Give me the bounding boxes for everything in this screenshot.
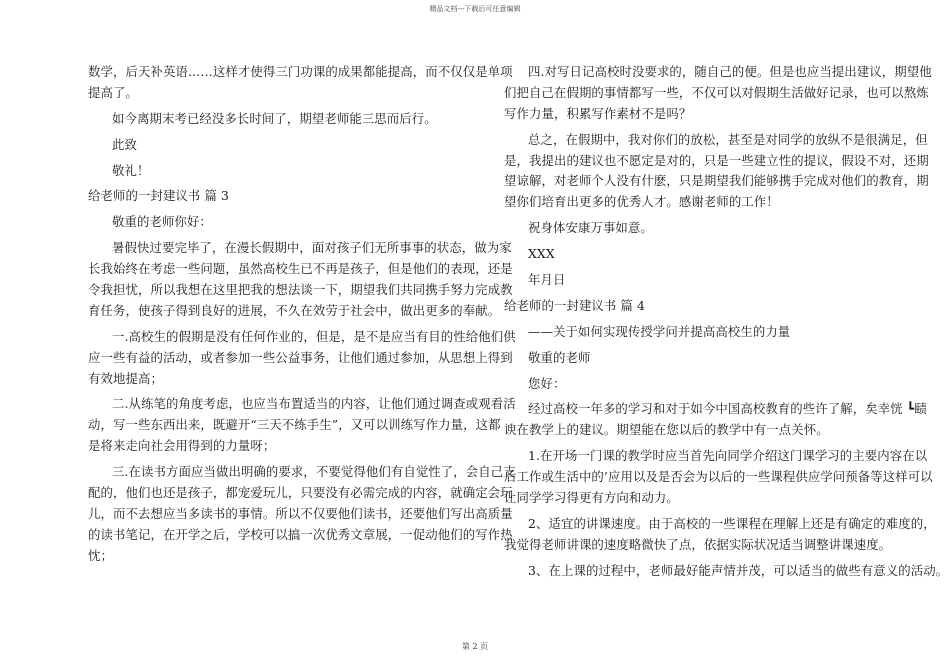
text-line: 应一些有益的活动，或者参加一些公益事务，让他们通过参加，从思想上得到 xyxy=(88,349,513,365)
text-line: 是将来走向社会用得到的力量呀； xyxy=(88,438,276,454)
text-line: 给老师的一封建议书 篇 4 xyxy=(504,297,645,313)
text-line: 3、在上课的过程中，老师最好能声情并茂，可以适当的做些有意义的活动。 xyxy=(528,562,949,578)
text-line: 提高了。 xyxy=(88,84,138,100)
text-line: 望你们培育出更多的优秀人才。感谢老师的工作！ xyxy=(504,194,779,210)
text-line: 暑假快过要完毕了，在漫长假期中，面对孩子们无所事事的状态，做为家 xyxy=(112,240,512,256)
text-line: 您好： xyxy=(528,375,566,391)
text-line: 的读书笔记，在开学之后，学校可以搞一次优秀文章展，一促动他们的写作热 xyxy=(88,526,513,542)
text-line: 敬重的老师你好： xyxy=(112,214,212,230)
text-line: 长我始终在考虑一些问题，虽然高校生已不再是孩子，但是他们的表现，还是 xyxy=(88,261,513,277)
text-line: XXX xyxy=(528,246,555,262)
text-line: 祝身体安康万事如意。 xyxy=(528,220,653,236)
text-line: 动，写一些东西出来，既避开“三天不练手生”，又可以训练写作力量，这都 xyxy=(88,417,501,433)
text-line: 望谅解，对老师个人没有什麽，只是期望我们能够携手完成对他们的教育，期 xyxy=(504,173,929,189)
text-line: 儿，而不去想应当多读书的事情。所以不仅要他们读书，还要他们写出高质量 xyxy=(88,505,513,521)
text-line: 四.对写日记高校时没要求的，随自己的便。但是也应当提出建议，期望他 xyxy=(528,64,932,79)
text-line: 年月日 xyxy=(528,272,566,288)
text-line: 2、适宜的讲课速度。由于高校的一些课程在理解上还是有确定的难度的， xyxy=(528,515,936,531)
text-line: 令我担忧，所以我想在这里把我的想法谈一下，期望我们共同携手努力完成教 xyxy=(88,282,513,298)
text-line: ——关于如何实现传授学问并提高高校生的力量 xyxy=(528,323,791,339)
text-line: 二.从练笔的角度考虑，也应当布置适当的内容，让他们通过调查或观看活 xyxy=(112,396,516,412)
text-line: 敬礼！ xyxy=(112,162,150,178)
text-line: 给老师的一封建议书 篇 3 xyxy=(88,188,229,204)
text-line: 忱； xyxy=(88,547,113,563)
text-line: 配的，他们也还是孩子，都宠爱玩儿，只要没有必需完成的内容，就确定会玩 xyxy=(88,485,513,501)
text-line: 写作力量，积累写作素材不是吗？ xyxy=(504,105,692,121)
text-line: 一.高校生的假期是没有任何作业的，但是，是不是应当有目的性给他们供 xyxy=(112,328,516,344)
page-header: 精品文档---下载后可任意编辑 xyxy=(429,5,521,13)
text-line: 敬重的老师 xyxy=(528,349,591,365)
text-line: 育任务，使孩子得到良好的进展，不久在效劳于社会中，做出更多的奉献。 xyxy=(88,302,501,318)
text-line: 如今离期末考已经没多长时间了，期望老师能三思而后行。 xyxy=(112,110,437,126)
text-line: 后工作或生活中的’应用以及是否会为以后的一些课程供应学问预备等这样可以 xyxy=(504,469,933,485)
text-line: 有效地提高； xyxy=(88,370,163,386)
text-line: 让同学学习得更有方向和动力。 xyxy=(504,490,679,506)
text-line: 是，我提出的建议也不愿定是对的，只是一些建立性的提议，假设不对，还期 xyxy=(504,152,929,168)
text-line: 我觉得老师讲课的速度略微快了点，依据实际状况适当调整讲课速度。 xyxy=(504,536,892,552)
text-line: 们把自己在假期的事情都写一些，不仅可以对假期生活做好记录，也可以熬炼 xyxy=(504,84,929,100)
left-column xyxy=(88,62,516,567)
text-line: 数学，后天补英语……这样才使得三门功课的成果都能提高，而不仅仅是单项 xyxy=(88,64,513,79)
text-line: 总之，在假期中，我对你们的放松，甚至是对同学的放纵不是很满足，但 xyxy=(528,131,928,147)
text-line: 1.在开场一门课的教学时应当首先向同学介绍这门课学习的主要内容在以 xyxy=(528,448,928,464)
text-line: 三.在读书方面应当做出明确的要求，不要觉得他们有自觉性了，会自己支 xyxy=(112,464,516,480)
text-line: 此致 xyxy=(112,136,137,152)
right-column xyxy=(504,62,949,582)
page-number: 第 2 页 xyxy=(461,642,489,651)
text-line: 谀在教学上的建议。期望能在您以后的教学中有一点关怀。 xyxy=(504,422,829,438)
text-line: 经过高校一年多的学习和对于如今中国高校教育的些许了解，矣幸恍 ┗赜 xyxy=(528,401,927,417)
